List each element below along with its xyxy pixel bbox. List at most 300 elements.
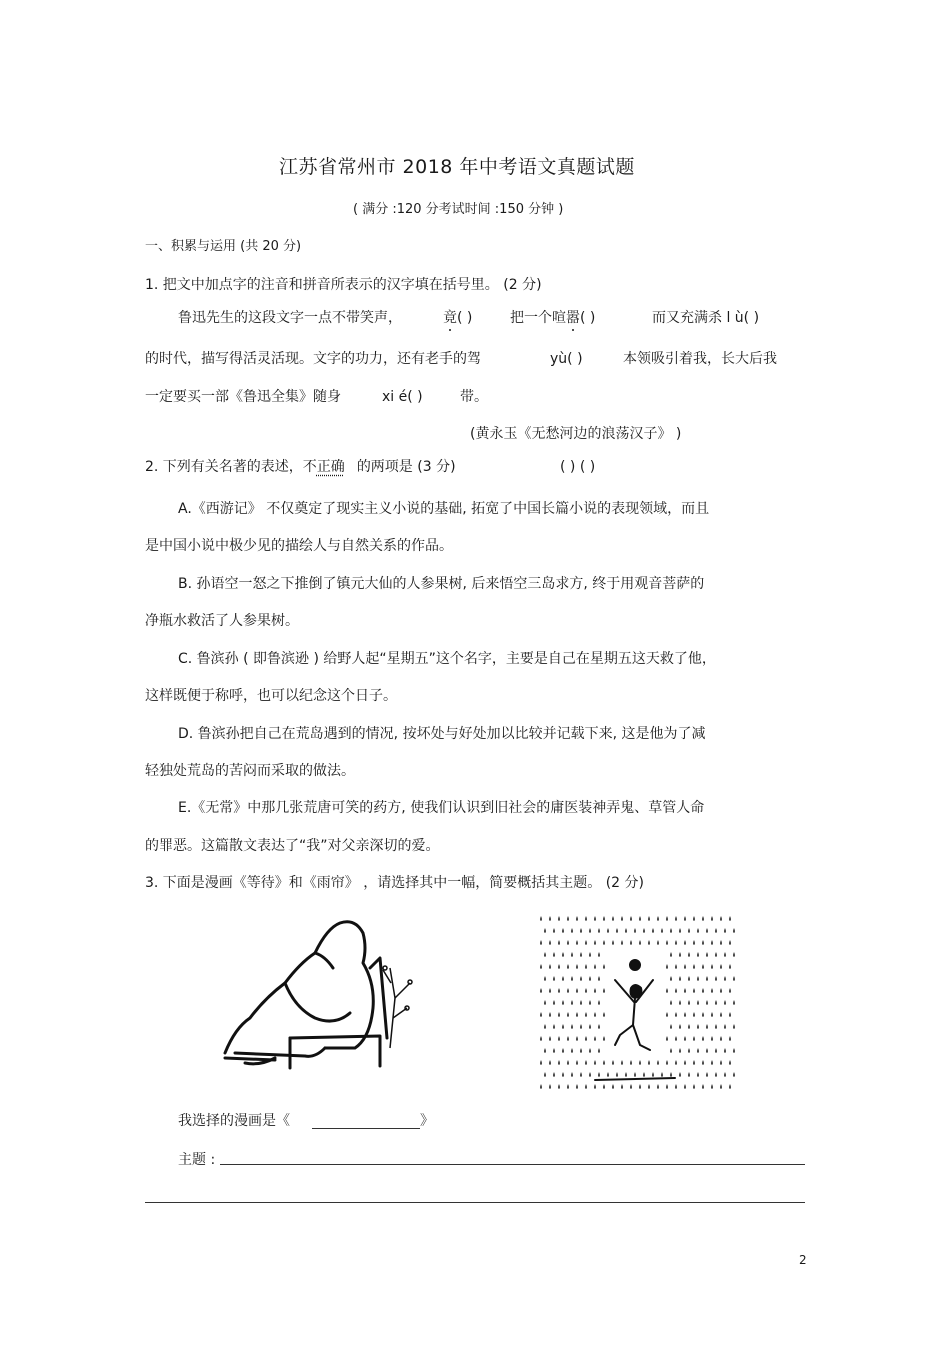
raindrop-icon [733,952,735,957]
raindrop-icon [594,964,596,969]
raindrop-icon [580,976,582,981]
raindrop-icon [715,1000,717,1005]
raindrop-icon [693,1036,695,1041]
raindrop-icon [720,964,722,969]
raindrop-icon [715,1048,717,1053]
raindrop-icon [706,1024,708,1029]
raindrop-icon [612,1060,614,1065]
raindrop-icon [706,1048,708,1053]
q2-option-a-line2: 是中国小说中极少见的描绘人与自然关系的作品。 [145,538,453,554]
raindrop-icon [715,1072,717,1077]
dotted-char: 嚣 [566,310,580,326]
raindrop-icon [639,940,641,945]
raindrop-icon [549,1060,551,1065]
raindrop-icon [621,916,623,921]
q1-blank-xiao [510,309,595,327]
q1-passage-line-2a: 的时代，描写得活灵活现。文字的功力，还有老手的驾 [145,351,481,367]
raindrop-icon [702,1012,704,1017]
q1-blank-xie: xi é( ) [382,389,423,405]
q2-option-d-line2: 轻独处荒岛的苦闷而采取的做法。 [145,763,355,779]
raindrop-icon [693,916,695,921]
raindrop-icon [553,1024,555,1029]
raindrop-icon [562,1072,564,1077]
raindrop-icon [648,916,650,921]
q1-passage-line-3a: 一定要买一部《鲁迅全集》随身 [145,389,341,405]
raindrop-icon [567,916,569,921]
q2-option-d-line1: D. 鲁滨孙把自己在荒岛遇到的情况, 按坏处与好处加以比较并记载下来, 这是他为了减 [178,726,706,742]
raindrop-icon [652,1072,654,1077]
raindrop-icon [612,916,614,921]
raindrop-icon [729,1012,731,1017]
raindrop-icon [544,952,546,957]
raindrop-icon [720,1060,722,1065]
raindrop-icon [702,1060,704,1065]
raindrop-icon [706,928,708,933]
raindrop-icon [562,976,564,981]
raindrop-icon [693,1060,695,1065]
raindrop-icon [562,928,564,933]
raindrop-icon [571,976,573,981]
raindrop-icon [571,1072,573,1077]
raindrop-icon [715,928,717,933]
raindrop-icon [666,964,668,969]
raindrop-icon [697,1000,699,1005]
raindrop-icon [711,988,713,993]
raindrop-icon [580,1000,582,1005]
raindrop-icon [675,988,677,993]
raindrop-icon [688,1000,690,1005]
raindrop-icon [598,1072,600,1077]
raindrop-icon [540,940,542,945]
raindrop-icon [576,1036,578,1041]
raindrop-icon [576,964,578,969]
raindrop-icon [720,940,722,945]
raindrop-icon [621,1084,623,1089]
raindrop-icon [580,1024,582,1029]
raindrop-icon [567,1060,569,1065]
raindrop-icon [540,916,542,921]
raindrop-icon [576,1060,578,1065]
raindrop-icon [630,940,632,945]
raindrop-icon [540,964,542,969]
page-number: 2 [799,1253,807,1267]
raindrop-icon [625,1072,627,1077]
answer-blank: ( ) [457,310,473,326]
raindrop-icon [688,1048,690,1053]
answer-blank: ( ) [580,310,596,326]
raindrop-icon [562,1048,564,1053]
raindrop-icon [571,1048,573,1053]
raindrop-icon [702,964,704,969]
raindrop-icon [576,1012,578,1017]
raindrop-icon [711,964,713,969]
raindrop-icon [733,976,735,981]
q2-emphasis: 正确 [316,459,345,475]
raindrop-icon [585,1036,587,1041]
raindrop-icon [724,928,726,933]
raindrop-icon [607,1072,609,1077]
raindrop-icon [666,916,668,921]
raindrop-icon [603,964,605,969]
raindrop-icon [634,1072,636,1077]
raindrop-icon [675,1084,677,1089]
raindrop-icon [684,1060,686,1065]
q1-passage-line-2c: 本领吸引着我，长大后我 [623,351,777,367]
raindrop-icon [675,964,677,969]
raindrop-icon [540,1060,542,1065]
raindrop-icon [585,916,587,921]
raindrop-icon [652,928,654,933]
raindrop-icon [562,952,564,957]
raindrop-icon [648,940,650,945]
raindrop-icon [724,1024,726,1029]
raindrop-icon [697,928,699,933]
q3-choice-close: 》 [420,1113,434,1129]
raindrop-icon [580,1072,582,1077]
raindrop-icon [706,1000,708,1005]
raindrop-icon [544,1000,546,1005]
raindrop-icon [715,1024,717,1029]
raindrop-icon [657,916,659,921]
q2-option-e-line2: 的罪恶。这篇散文表达了“我”对父亲深切的爱。 [145,838,440,854]
raindrop-icon [675,916,677,921]
raindrop-icon [666,1036,668,1041]
raindrop-icon [729,1036,731,1041]
raindrop-icon [562,1024,564,1029]
q1-text-a: 鲁迅先生的这段文字一点不带笑声， [178,310,402,326]
raindrop-icon [724,952,726,957]
raindrop-icon [675,1012,677,1017]
raindrop-icon [639,916,641,921]
raindrop-icon [697,1072,699,1077]
q1-passage-line-3c: 带。 [460,389,488,405]
raindrop-icon [603,1012,605,1017]
raindrop-icon [571,1000,573,1005]
raindrop-icon [666,940,668,945]
raindrop-icon [630,1060,632,1065]
raindrop-icon [711,1012,713,1017]
raindrop-icon [702,1036,704,1041]
raindrop-icon [724,1048,726,1053]
raindrop-icon [567,964,569,969]
raindrop-icon [706,976,708,981]
raindrop-icon [720,1012,722,1017]
raindrop-icon [630,916,632,921]
q2-option-c-line1: C. 鲁滨孙 ( 即鲁滨逊 ) 给野人起“星期五”这个名字，主要是自己在星期五这天救了他， [178,651,716,667]
raindrop-icon [616,1072,618,1077]
q2-stem-text: 2. 下列有关名著的表述，不 [145,459,317,475]
raindrop-icon [603,1036,605,1041]
raindrop-icon [729,988,731,993]
raindrop-icon [612,1084,614,1089]
raindrop-icon [702,988,704,993]
section-heading: 一、积累与运用 (共 20 分) [145,239,302,254]
theme-answer-line-1[interactable] [220,1164,805,1165]
raindrop-icon [684,988,686,993]
raindrop-icon [616,928,618,933]
raindrop-icon [540,1012,542,1017]
raindrop-icon [571,928,573,933]
raindrop-icon [549,1012,551,1017]
raindrop-icon [553,1000,555,1005]
raindrop-icon [598,952,600,957]
raindrop-icon [558,1060,560,1065]
raindrop-icon [733,1048,735,1053]
raindrop-icon [684,1036,686,1041]
raindrop-icon [733,1000,735,1005]
raindrop-icon [679,1000,681,1005]
raindrop-icon [670,1072,672,1077]
raindrop-icon [576,916,578,921]
raindrop-icon [553,928,555,933]
raindrop-icon [720,988,722,993]
raindrop-icon [549,988,551,993]
raindrop-icon [693,964,695,969]
raindrop-icon [724,1072,726,1077]
raindrop-icon [598,1048,600,1053]
raindrop-icon [697,952,699,957]
raindrop-icon [580,952,582,957]
raindrop-icon [589,976,591,981]
raindrop-icon [684,964,686,969]
raindrop-icon [549,916,551,921]
raindrop-icon [679,952,681,957]
raindrop-icon [589,1000,591,1005]
raindrop-icon [585,964,587,969]
q2-option-a-line1: A.《西游记》 不仅奠定了现实主义小说的基础, 拓宽了中国长篇小说的表现领域，而且 [178,501,710,517]
raindrop-icon [567,988,569,993]
raindrop-icon [711,1084,713,1089]
raindrop-icon [567,940,569,945]
raindrop-icon [670,952,672,957]
raindrop-icon [567,1084,569,1089]
raindrop-icon [544,1048,546,1053]
raindrop-icon [594,916,596,921]
raindrop-icon [594,1084,596,1089]
raindrop-icon [598,1000,600,1005]
raindrop-icon [693,1012,695,1017]
raindrop-icon [549,1036,551,1041]
raindrop-icon [666,1084,668,1089]
raindrop-icon [594,940,596,945]
raindrop-icon [679,1048,681,1053]
raindrop-icon [688,1024,690,1029]
raindrop-icon [621,940,623,945]
raindrop-icon [715,952,717,957]
q2-option-b-line2: 净瓶水救活了人参果树。 [145,613,299,629]
raindrop-icon [733,1024,735,1029]
raindrop-icon [702,1084,704,1089]
raindrop-icon [643,1072,645,1077]
raindrop-icon [553,1072,555,1077]
exam-info: ( 满分 :120 分考试时间 :150 分钟 ) [353,202,564,217]
raindrop-icon [589,1072,591,1077]
q1-source: (黄永玉《无愁河边的浪荡汉子》 ) [470,426,682,442]
comic-rain-curtain-image [535,910,745,1095]
raindrop-icon [666,1012,668,1017]
raindrop-icon [549,964,551,969]
raindrop-icon [603,1084,605,1089]
raindrop-icon [612,940,614,945]
q1-text-c: 把一个喧 [510,310,566,326]
raindrop-icon [576,1084,578,1089]
raindrop-icon [729,1060,731,1065]
raindrop-icon [589,952,591,957]
raindrop-icon [733,928,735,933]
raindrop-icon [589,928,591,933]
raindrop-icon [603,940,605,945]
raindrop-icon [715,976,717,981]
question-2-stem [145,458,456,476]
raindrop-icon [720,1084,722,1089]
raindrop-icon [670,976,672,981]
raindrop-icon [598,1024,600,1029]
raindrop-icon [558,964,560,969]
raindrop-icon [675,1036,677,1041]
raindrop-icon [571,952,573,957]
q2-stem-text-2: 的两项是 (3 分) [356,459,456,475]
raindrop-icon [706,952,708,957]
raindrop-icon [594,988,596,993]
raindrop-icon [711,1060,713,1065]
raindrop-icon [702,916,704,921]
comic-waiting-image [215,908,445,1088]
choice-answer-line[interactable] [312,1128,420,1129]
raindrop-icon [567,1012,569,1017]
dotted-char: 竟 [443,310,457,326]
raindrop-icon [549,940,551,945]
raindrop-icon [697,1024,699,1029]
raindrop-icon [544,1072,546,1077]
raindrop-icon [697,1048,699,1053]
raindrop-icon [553,976,555,981]
raindrop-icon [729,940,731,945]
raindrop-icon [598,928,600,933]
q2-option-c-line2: 这样既便于称呼，也可以纪念这个日子。 [145,688,397,704]
raindrop-icon [706,1072,708,1077]
raindrop-icon [679,1024,681,1029]
raindrop-icon [684,940,686,945]
raindrop-icon [585,988,587,993]
question-3-stem: 3. 下面是漫画《等待》和《雨帘》 ，请选择其中一幅，简要概括其主题。 (2 分) [145,875,644,891]
raindrop-icon [625,928,627,933]
raindrop-icon [688,1072,690,1077]
raindrop-icon [585,940,587,945]
raindrop-icon [733,1072,735,1077]
page-title: 江苏省常州市 2018 年中考语文真题试题 [279,156,635,178]
raindrop-icon [549,1084,551,1089]
q1-blank-lu: 而又充满杀 l ù( ) [652,310,760,326]
raindrop-icon [684,1084,686,1089]
raindrop-icon [666,988,668,993]
raindrop-icon [675,940,677,945]
raindrop-icon [684,916,686,921]
raindrop-icon [711,916,713,921]
raindrop-icon [580,928,582,933]
raindrop-icon [693,940,695,945]
raindrop-icon [639,1060,641,1065]
raindrop-icon [688,952,690,957]
raindrop-icon [711,940,713,945]
raindrop-icon [558,1036,560,1041]
raindrop-icon [544,976,546,981]
raindrop-icon [585,1060,587,1065]
raindrop-icon [729,964,731,969]
q1-blank-jing [443,309,472,327]
raindrop-icon [594,1012,596,1017]
raindrop-icon [553,952,555,957]
raindrop-icon [679,976,681,981]
raindrop-icon [585,1084,587,1089]
raindrop-icon [729,916,731,921]
raindrop-icon [558,988,560,993]
raindrop-icon [607,928,609,933]
raindrop-icon [724,976,726,981]
q3-theme-label: 主题 : [178,1152,216,1168]
raindrop-icon [720,1036,722,1041]
raindrop-icon [643,928,645,933]
theme-answer-line-2[interactable] [145,1202,805,1203]
raindrop-icon [648,1060,650,1065]
raindrop-icon [693,988,695,993]
raindrop-icon [720,916,722,921]
raindrop-icon [571,1024,573,1029]
raindrop-icon [558,1012,560,1017]
raindrop-icon [544,928,546,933]
raindrop-icon [589,1024,591,1029]
raindrop-icon [666,1060,668,1065]
raindrop-icon [603,988,605,993]
raindrop-icon [648,1084,650,1089]
raindrop-icon [576,988,578,993]
raindrop-icon [670,1048,672,1053]
raindrop-icon [621,1060,623,1065]
raindrop-icon [576,940,578,945]
raindrop-icon [693,1084,695,1089]
raindrop-icon [679,928,681,933]
raindrop-icon [657,940,659,945]
raindrop-icon [639,1084,641,1089]
raindrop-icon [688,928,690,933]
raindrop-icon [585,1012,587,1017]
q3-choice-label [178,1112,290,1130]
q1-blank-yu: yù( ) [550,351,583,367]
raindrop-icon [540,1036,542,1041]
raindrop-icon [670,1000,672,1005]
raindrop-icon [589,1048,591,1053]
raindrop-icon [702,940,704,945]
raindrop-icon [603,1060,605,1065]
raindrop-icon [567,1036,569,1041]
raindrop-icon [661,928,663,933]
q2-option-e-line1: E.《无常》中那几张荒唐可笑的药方, 使我们认识到旧社会的庸医装神弄鬼、草管人命 [178,800,705,816]
raindrop-icon [711,1036,713,1041]
raindrop-icon [544,1024,546,1029]
raindrop-icon [630,1084,632,1089]
raindrop-icon [729,1084,731,1089]
raindrop-icon [562,1000,564,1005]
raindrop-icon [670,1024,672,1029]
raindrop-icon [679,1072,681,1077]
choice-label-text: 我选择的漫画是《 [178,1113,290,1129]
raindrop-icon [558,1084,560,1089]
raindrop-icon [724,1000,726,1005]
raindrop-icon [661,1072,663,1077]
question-1-stem: 1. 把文中加点字的注音和拼音所表示的汉字填在括号里。 (2 分) [145,277,542,293]
raindrop-icon [670,928,672,933]
raindrop-icon [540,1084,542,1089]
raindrop-icon [603,916,605,921]
